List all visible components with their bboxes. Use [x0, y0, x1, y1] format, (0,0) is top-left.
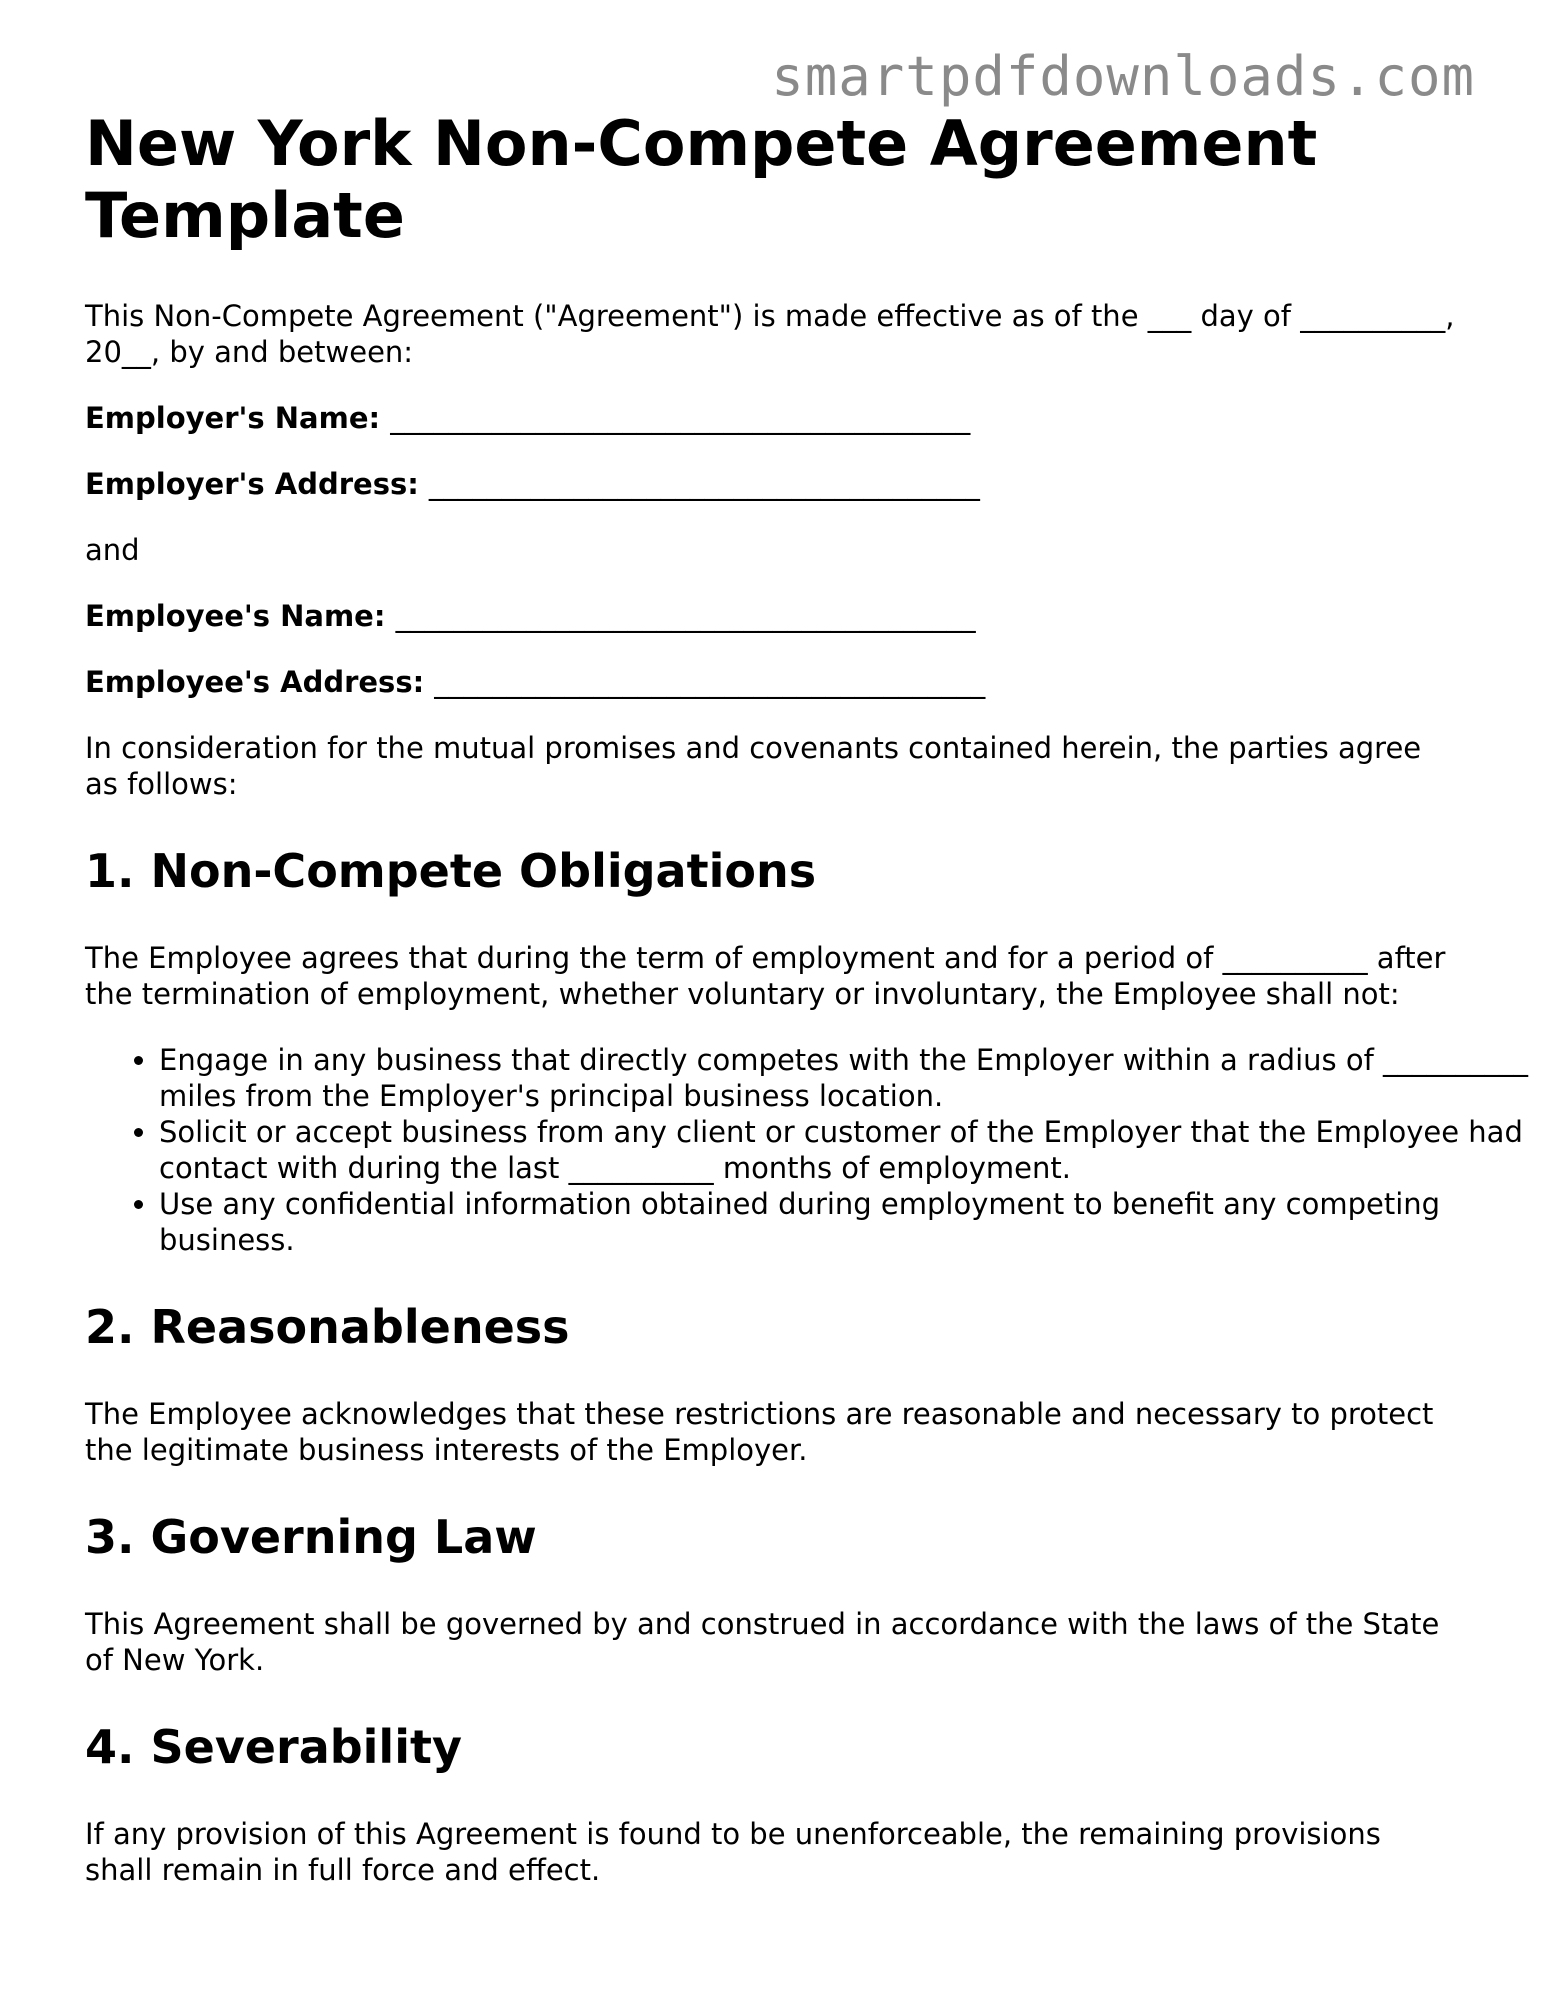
- section-heading-non-compete: 1. Non-Compete Obligations: [85, 844, 817, 898]
- employer-address-label: Employer's Address:: [85, 467, 419, 501]
- page-title: New York Non-Compete Agreement Template: [85, 107, 1318, 252]
- employer-name-blank: ________________________________________: [390, 401, 971, 435]
- intro-paragraph: This Non-Compete Agreement ("Agreement") is made effective as of the ___ day of __________, 20__, by and between:: [85, 299, 1455, 369]
- employee-address-field: [85, 664, 1485, 700]
- list-item: • Use any confidential information obtained during employment to benefit any competing business.: [159, 1186, 1529, 1258]
- employee-address-blank: ______________________________________: [434, 665, 986, 699]
- section-heading-governing-law: 3. Governing Law: [85, 1510, 537, 1564]
- section-body-reasonableness: The Employee acknowledges that these restrictions are reasonable and necessary to protect the legitimate business interests of the Employer.: [85, 1397, 1434, 1467]
- section-heading-reasonableness: 2. Reasonableness: [85, 1300, 570, 1354]
- consideration-paragraph: In consideration for the mutual promises and covenants contained herein, the parties agree as follows:: [85, 731, 1422, 801]
- employee-name-blank: ________________________________________: [395, 599, 976, 633]
- employee-address-label: Employee's Address:: [85, 665, 425, 699]
- employer-name-field: [85, 400, 1485, 436]
- employee-name-field: [85, 598, 1485, 634]
- section-body-governing-law: This Agreement shall be governed by and construed in accordance with the laws of the State of New York.: [85, 1607, 1440, 1677]
- list-item: • Solicit or accept business from any client or customer of the Employer that the Employee had contact with during the last __________ months of employment.: [159, 1114, 1529, 1186]
- employer-name-label: Employer's Name:: [85, 401, 381, 435]
- section-heading-severability: 4. Severability: [85, 1720, 462, 1774]
- obligations-list: [85, 1042, 1529, 1258]
- employee-name-label: Employee's Name:: [85, 599, 386, 633]
- and-text: and: [85, 533, 140, 567]
- section-body-severability: If any provision of this Agreement is found to be unenforceable, the remaining provisions shall remain in full force and effect.: [85, 1817, 1381, 1887]
- section-body-non-compete: The Employee agrees that during the term of employment and for a period of __________ after the termination of employment, whether voluntary or involuntary, the Employee shall not:: [85, 941, 1446, 1011]
- employer-address-blank: ______________________________________: [428, 467, 980, 501]
- employer-address-field: [85, 466, 1485, 502]
- watermark: smartpdfdownloads.com: [771, 45, 1475, 108]
- document-body: [85, 107, 1529, 1918]
- list-item: • Engage in any business that directly competes with the Employer within a radius of __________ miles from the Employer's principal business location.: [159, 1042, 1529, 1114]
